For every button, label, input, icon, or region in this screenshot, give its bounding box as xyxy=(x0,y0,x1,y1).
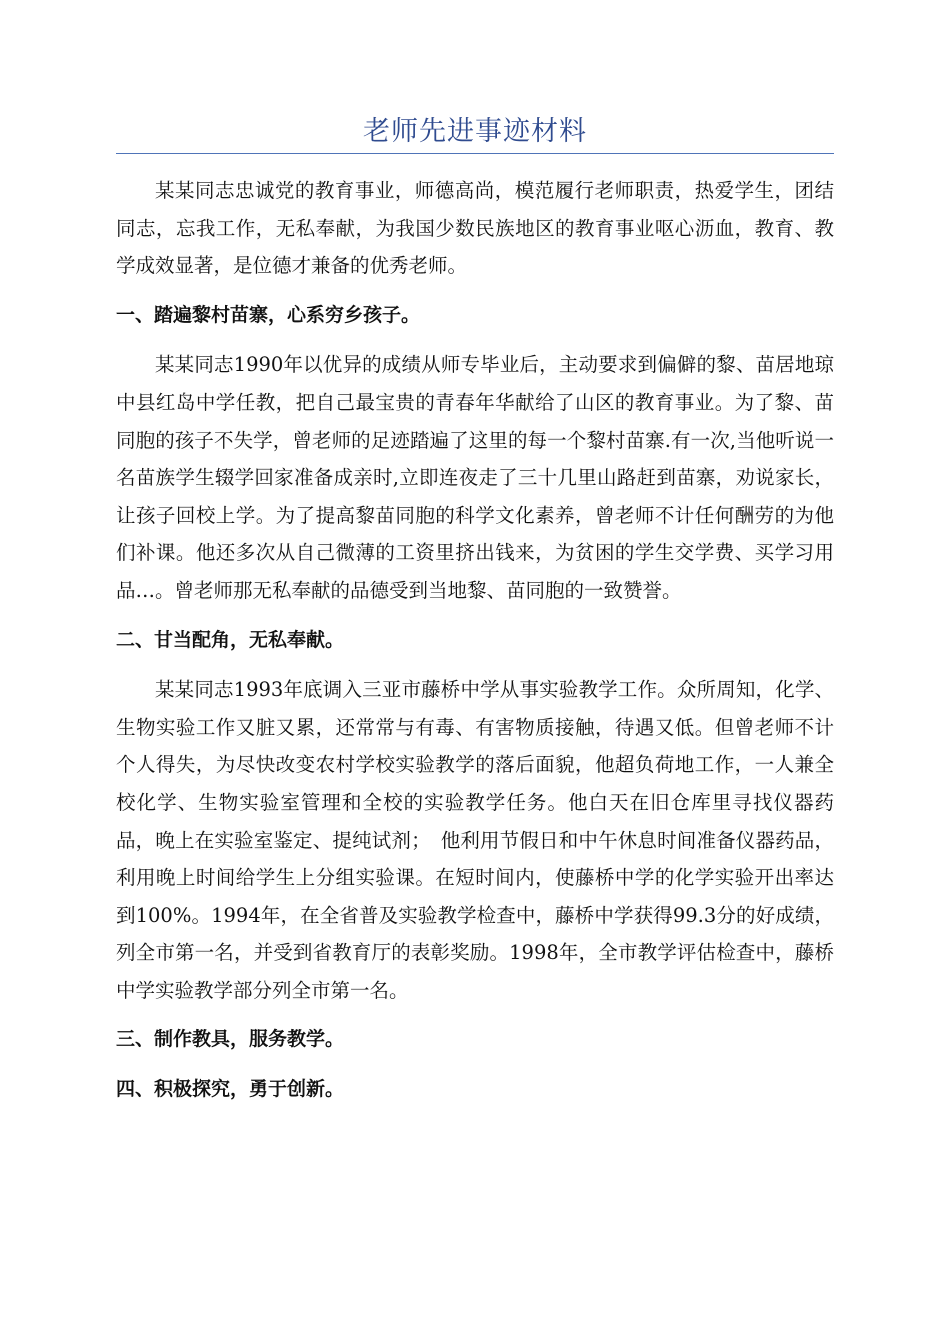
section-heading-4: 四、积极探究，勇于创新。 xyxy=(116,1078,345,1101)
section-heading-2: 二、甘当配角，无私奉献。 xyxy=(116,628,345,651)
title-underline xyxy=(116,153,834,154)
intro-paragraph: 某某同志忠诚党的教育事业，师德高尚，模范履行老师职责，热爱学生，团结同志，忘我工作，无私奉献，为我国少数民族地区的教育事业呕心沥血，教育、教学成效显著，是位德才兼备的优秀老师。 xyxy=(116,179,834,278)
section-paragraph-2: 某某同志1993年底调入三亚市藤桥中学从事实验教学工作。众所周知，化学、生物实验工作又脏又累，还常常与有毒、有害物质接触，待遇又低。但曾老师不计个人得失，为尽快改变农村学校实验教学的落后面貌，他超负荷地工作，一人兼全校化学、生物实验室管理和全校的实验教学任务。他白天在旧仓库里寻找仪器药品，晚上在实验室鉴定、提纯试剂； 他利用节假日和中午休息时间准备仪器药品，利用晚上时间给学生上分组实验课。在短时间内，使藤桥中学的化学实验开出率达到100%。1994年，在全省普及实验教学检查中，藤桥中学获得99.3分的好成绩，列全市第一名，并受到省教育厅的表彰奖励。1998年，全市教学评估检查中，藤桥中学实验教学部分列全市第一名。 xyxy=(116,678,834,1002)
section-heading-1: 一、踏遍黎村苗寨，心系穷乡孩子。 xyxy=(116,303,421,326)
section-paragraph-1: 某某同志1990年以优异的成绩从师专毕业后，主动要求到偏僻的黎、苗居地琼中县红岛中学任教，把自己最宝贵的青春年华献给了山区的教育事业。为了黎、苗同胞的孩子不失学，曾老师的足迹踏遍了这里的每一个黎村苗寨.有一次,当他听说一名苗族学生辍学回家准备成亲时,立即连夜走了三十几里山路赶到苗寨，劝说家长，让孩子回校上学。为了提高黎苗同胞的科学文化素养，曾老师不计任何酬劳的为他们补课。他还多次从自己微薄的工资里挤出钱来，为贫困的学生交学费、买学习用品…。曾老师那无私奉献的品德受到当地黎、苗同胞的一致赞誉。 xyxy=(116,353,834,602)
document-body xyxy=(116,172,834,1109)
section-heading-3: 三、制作教具，服务教学。 xyxy=(116,1028,345,1051)
document-title: 老师先进事迹材料 xyxy=(363,116,587,147)
